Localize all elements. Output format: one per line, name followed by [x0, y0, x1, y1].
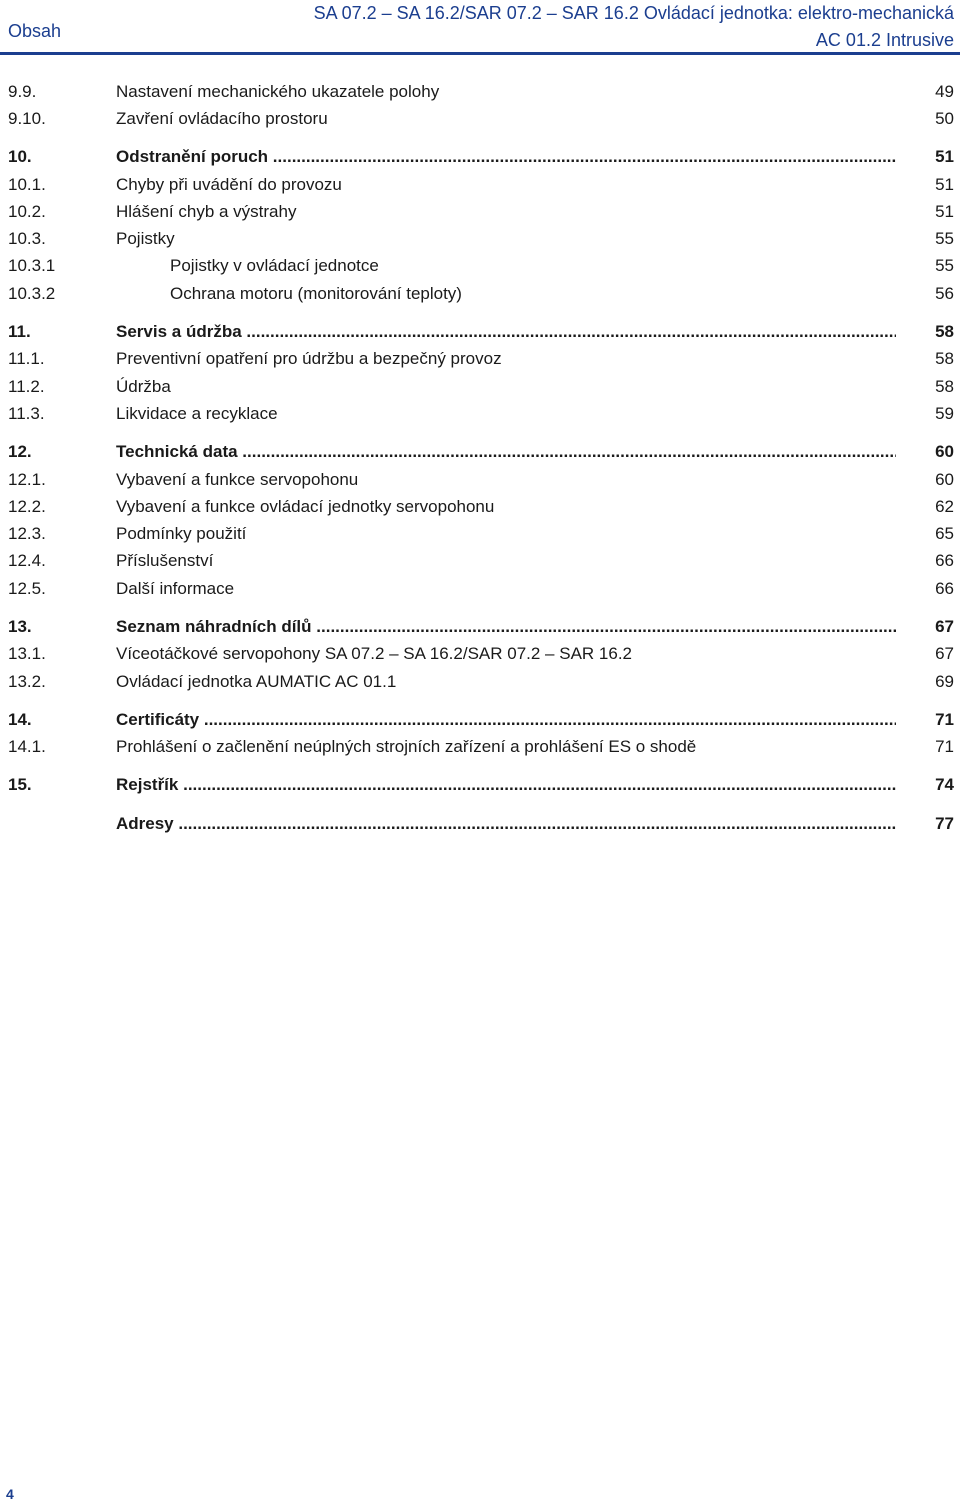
- toc-entry-page: 67: [935, 616, 954, 636]
- toc-entry-number: 10.3.1: [8, 256, 56, 276]
- toc-entry-title: Preventivní opatření pro údržbu a bezpečný provoz: [116, 349, 502, 369]
- toc-entry-page: 51: [935, 147, 954, 167]
- toc-entry-title: Technická data .....: [116, 442, 896, 462]
- toc-entry-number: 10.3.2: [8, 283, 56, 303]
- toc-entry-page: 58: [935, 322, 954, 342]
- toc-entry-number: 11.1.: [8, 349, 45, 369]
- toc-entry-number: 13.1.: [8, 644, 46, 664]
- toc-entry-12-4[interactable]: [0, 548, 960, 575]
- toc-entry-page: 60: [935, 442, 954, 462]
- toc-entry-page: 55: [935, 229, 954, 249]
- toc-chapter-10[interactable]: [0, 144, 960, 171]
- toc-entry-title: Likvidace a recyklace: [116, 403, 278, 423]
- toc-entry-11-2[interactable]: [0, 373, 960, 400]
- toc-entry-number: 11.3.: [8, 403, 45, 423]
- toc-entry-page: 65: [935, 524, 954, 544]
- toc-entry-title: Víceotáčkové servopohony SA 07.2 – SA 16.2/SAR 07.2 – SAR 16.2: [116, 644, 633, 664]
- toc-entry-12-5[interactable]: [0, 575, 960, 602]
- toc-entry-title: Podmínky použití: [116, 524, 247, 544]
- page-number: 4: [6, 1486, 14, 1502]
- toc-entry-10-3-2[interactable]: [0, 280, 960, 307]
- toc-entry-page: 66: [935, 551, 954, 571]
- toc-entry-title: Adresy .....: [116, 814, 896, 834]
- toc-entry-12-3[interactable]: [0, 520, 960, 547]
- toc-entry-14-1[interactable]: [0, 734, 960, 761]
- toc-entry-page: 50: [935, 108, 954, 128]
- toc-entry-page: 71: [935, 709, 954, 729]
- toc-entry-11-3[interactable]: [0, 400, 960, 427]
- toc-entry-number: 10.: [8, 147, 32, 167]
- document-title-line1: SA 07.2 – SA 16.2/SAR 07.2 – SAR 16.2 Ovládací jednotka: elektro-mechanická: [313, 3, 954, 23]
- toc-entry-page: 51: [935, 201, 954, 221]
- toc-entry-title: Vybavení a funkce ovládací jednotky servopohonu: [116, 496, 495, 516]
- toc-entry-title: Příslušenství: [116, 551, 214, 571]
- toc-entry-page: 58: [935, 376, 954, 396]
- toc-entry-12-2[interactable]: [0, 493, 960, 520]
- toc-entry-10-3-1[interactable]: [0, 253, 960, 280]
- toc-entry-page: 59: [935, 403, 954, 423]
- toc-entry-page: 69: [935, 671, 954, 691]
- toc-entry-11-1[interactable]: [0, 346, 960, 373]
- toc-entry-title: Ochrana motoru (monitorování teploty): [170, 283, 462, 303]
- toc-entry-page: 58: [935, 349, 954, 369]
- toc-entry-number: 11.: [8, 322, 31, 342]
- toc-chapter-13[interactable]: [0, 613, 960, 640]
- toc-chapter-addresses[interactable]: [0, 810, 960, 837]
- toc-entry-number: 9.9.: [8, 81, 37, 101]
- toc-entry-title: Údržba: [116, 376, 171, 396]
- toc-entry-number: 11.2.: [8, 376, 45, 396]
- toc-entry-number: 12.: [8, 442, 32, 462]
- toc-entry-page: 56: [935, 283, 954, 303]
- toc-entry-title: Seznam náhradních dílů .....: [116, 617, 896, 637]
- toc-entry-page: 67: [935, 644, 954, 664]
- toc-entry-page: 66: [935, 578, 954, 598]
- toc-chapter-14[interactable]: [0, 706, 960, 733]
- toc-entry-title: Odstranění poruch .....: [116, 147, 896, 167]
- toc-chapter-12[interactable]: [0, 439, 960, 466]
- toc-entry-13-2[interactable]: [0, 668, 960, 695]
- toc-entry-title: Nastavení mechanického ukazatele polohy: [116, 81, 440, 101]
- toc-entry-title: Pojistky: [116, 229, 175, 249]
- toc-entry-10-1[interactable]: [0, 171, 960, 198]
- table-of-contents: [0, 78, 960, 837]
- toc-entry-9-9[interactable]: [0, 78, 960, 105]
- toc-entry-10-2[interactable]: [0, 198, 960, 225]
- toc-entry-number: 10.3.: [8, 229, 46, 249]
- toc-entry-number: 12.3.: [8, 524, 46, 544]
- toc-entry-page: 77: [935, 813, 954, 833]
- toc-entry-number: 12.2.: [8, 496, 46, 516]
- toc-chapter-15[interactable]: [0, 772, 960, 799]
- toc-entry-number: 9.10.: [8, 108, 46, 128]
- toc-entry-page: 60: [935, 469, 954, 489]
- toc-entry-number: 12.1.: [8, 469, 46, 489]
- toc-entry-10-3[interactable]: [0, 225, 960, 252]
- toc-entry-title: Rejstřík .....: [116, 775, 896, 795]
- toc-entry-title: Zavření ovládacího prostoru: [116, 108, 328, 128]
- toc-entry-title: Pojistky v ovládací jednotce: [170, 256, 379, 276]
- section-label: Obsah: [8, 21, 62, 41]
- toc-entry-title: Vybavení a funkce servopohonu: [116, 469, 359, 489]
- toc-chapter-11[interactable]: [0, 318, 960, 345]
- toc-entry-9-10[interactable]: [0, 105, 960, 132]
- toc-entry-13-1[interactable]: [0, 641, 960, 668]
- toc-entry-title: Další informace: [116, 578, 235, 598]
- document-title-line2: AC 01.2 Intrusive: [815, 30, 954, 50]
- toc-entry-number: 12.5.: [8, 578, 46, 598]
- toc-entry-number: 14.1.: [8, 737, 46, 757]
- toc-entry-12-1[interactable]: [0, 466, 960, 493]
- toc-entry-page: 49: [935, 81, 954, 101]
- header-divider: [0, 52, 960, 55]
- toc-entry-title: Ovládací jednotka AUMATIC AC 01.1: [116, 671, 397, 691]
- toc-entry-title: Chyby při uvádění do provozu: [116, 174, 342, 194]
- toc-entry-title: Certificáty .....: [116, 710, 896, 730]
- toc-entry-page: 51: [935, 174, 954, 194]
- toc-entry-number: 10.1.: [8, 174, 46, 194]
- toc-entry-number: 15.: [8, 775, 32, 795]
- toc-entry-number: 14.: [8, 709, 32, 729]
- toc-entry-page: 55: [935, 256, 954, 276]
- toc-entry-page: 74: [935, 775, 954, 795]
- toc-entry-title: Servis a údržba .....: [116, 322, 896, 342]
- toc-entry-number: 12.4.: [8, 551, 46, 571]
- toc-entry-number: 13.2.: [8, 671, 46, 691]
- toc-entry-title: Prohlášení o začlenění neúplných strojních zařízení a prohlášení ES o shodě: [116, 737, 697, 757]
- toc-entry-number: 13.: [8, 616, 32, 636]
- toc-entry-number: 10.2.: [8, 201, 46, 221]
- toc-entry-title: Hlášení chyb a výstrahy: [116, 201, 297, 221]
- toc-entry-page: 71: [935, 737, 954, 757]
- page-header: [0, 0, 960, 60]
- toc-entry-page: 62: [935, 496, 954, 516]
- document-title: [314, 0, 954, 54]
